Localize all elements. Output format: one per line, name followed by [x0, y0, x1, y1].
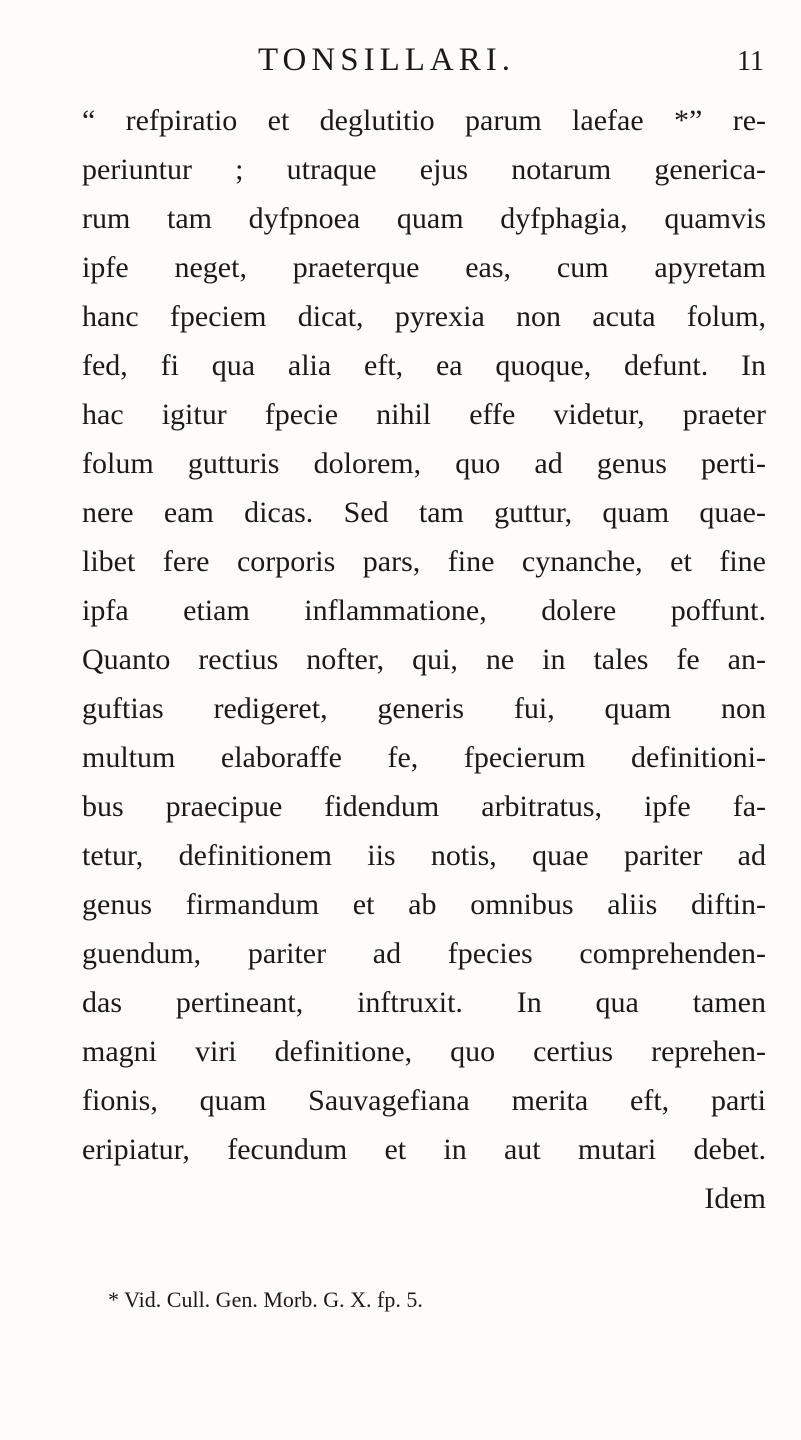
text-line: folum gutturis dolorem, quo ad genus perti- [82, 447, 766, 480]
text-line: fionis, quam Sauvagefiana merita eft, parti [82, 1084, 766, 1117]
text-line: ipfa etiam inflammatione, dolere poffunt. [82, 594, 766, 627]
text-line: libet fere corporis pars, fine cynanche, et fine [82, 545, 766, 578]
text-line: genus firmandum et ab omnibus aliis diftin- [82, 888, 766, 921]
page-header [0, 40, 801, 80]
text-line: magni viri definitione, quo certius reprehen- [82, 1035, 766, 1068]
text-line: rum tam dyfpnoea quam dyfphagia, quamvis [82, 202, 766, 235]
text-line: guftias redigeret, generis fui, quam non [82, 692, 766, 725]
text-line: periuntur ; utraque ejus notarum generica- [82, 153, 766, 186]
text-line: nere eam dicas. Sed tam guttur, quam quae- [82, 496, 766, 529]
text-line: ipfe neget, praeterque eas, cum apyretam [82, 251, 766, 284]
footnote: * Vid. Cull. Gen. Morb. G. X. fp. 5. [108, 1287, 423, 1312]
text-line: eripiatur, fecundum et in aut mutari debet. [82, 1133, 766, 1166]
page-number: 11 [737, 46, 764, 77]
text-line: tetur, definitionem iis notis, quae pariter ad [82, 839, 766, 872]
catchword: Idem [704, 1182, 766, 1215]
text-line: hac igitur fpecie nihil effe videtur, praeter [82, 398, 766, 431]
text-line: bus praecipue fidendum arbitratus, ipfe fa- [82, 790, 766, 823]
text-line: “ refpiratio et deglutitio parum laefae *” re- [82, 104, 766, 137]
text-line: fed, fi qua alia eft, ea quoque, defunt. In [82, 349, 766, 382]
text-line: das pertineant, inftruxit. In qua tamen [82, 986, 766, 1019]
running-title: TONSILLARI. [258, 42, 515, 78]
text-line: multum elaboraffe fe, fpecierum definitioni- [82, 741, 766, 774]
text-line: hanc fpeciem dicat, pyrexia non acuta folum, [82, 300, 766, 333]
text-line: Quanto rectius nofter, qui, ne in tales fe an- [82, 643, 766, 676]
text-line: guendum, pariter ad fpecies comprehenden- [82, 937, 766, 970]
